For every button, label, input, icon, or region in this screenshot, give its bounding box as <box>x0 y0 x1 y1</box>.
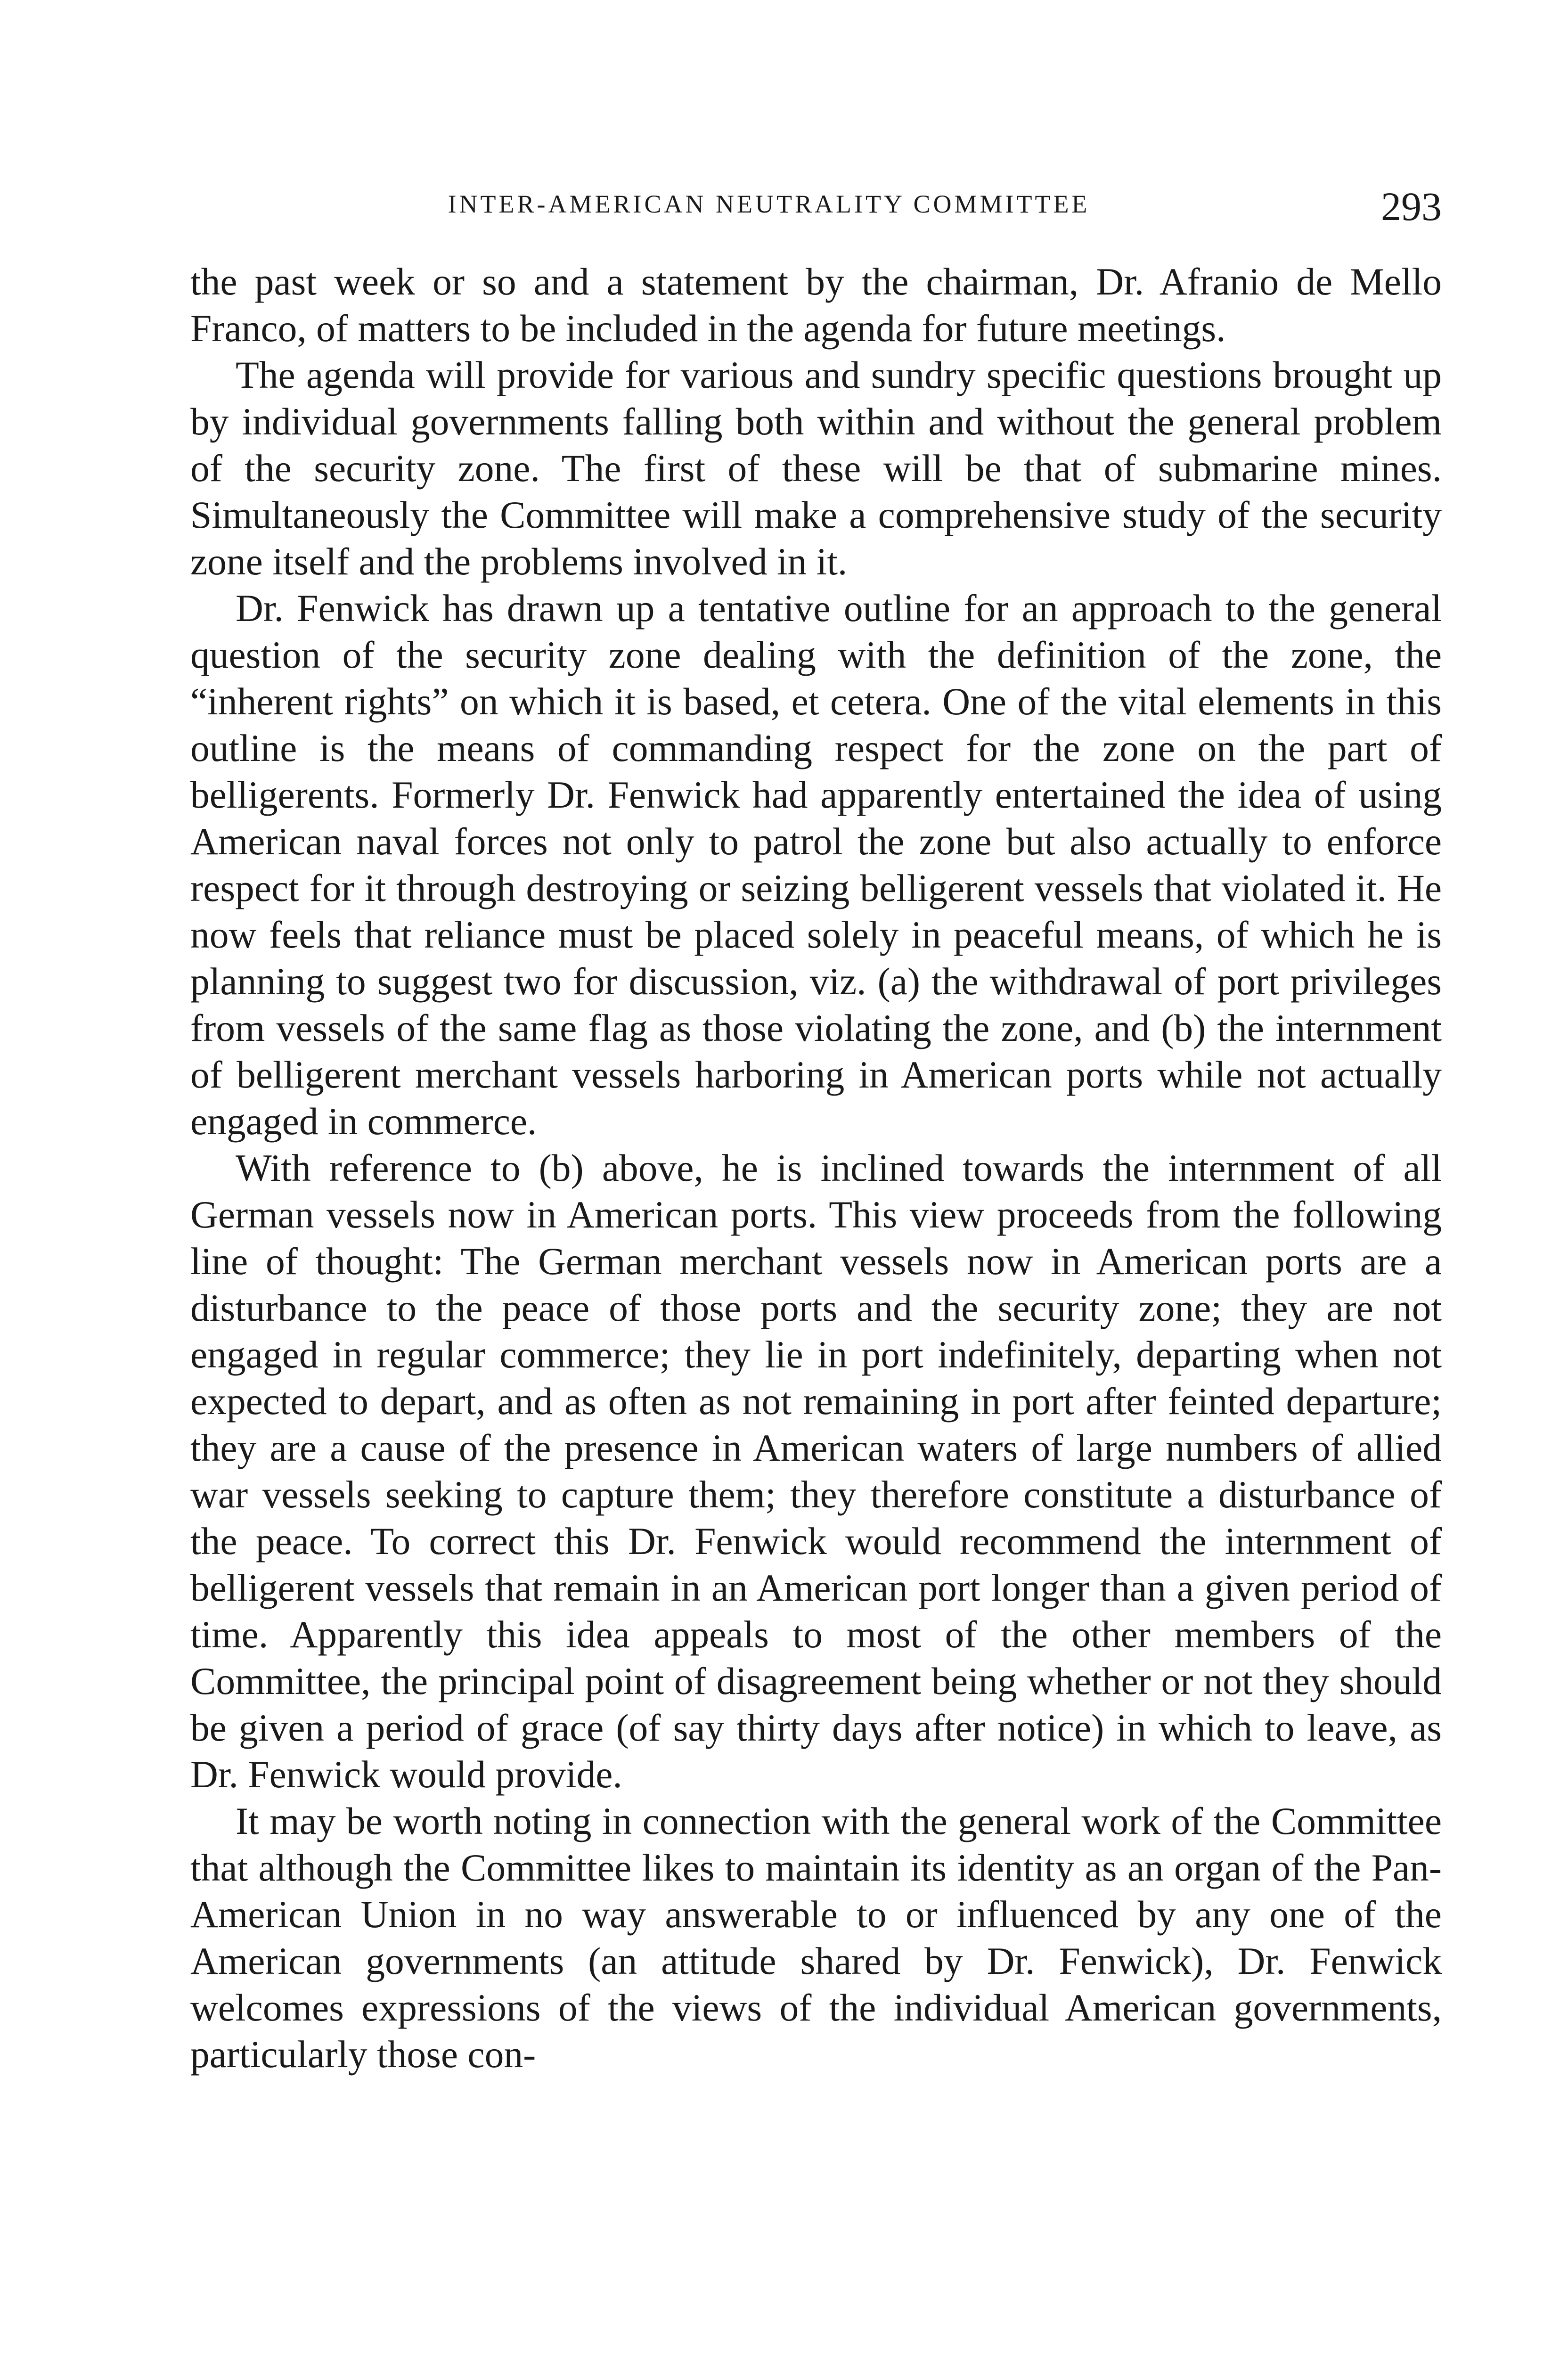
paragraph-agenda: The agenda will provide for various and sundry specific questions brought up by individual governments falling both within and without the general problem of the security zone. The first of these will be that of submarine mines. Simultaneously the Committee will make a comprehensive study of the security zone itself and the problems involved in it. <box>190 353 1442 583</box>
page-number: 293 <box>1381 184 1442 229</box>
paragraph-committee-identity: It may be worth noting in connection with the general work of the Committee that although the Committee likes to maintain its identity as an organ of the Pan-American Union in no way answerable to or influenced by any one of the American governments (an attitude shared by Dr. Fenwick), Dr. Fenwick welcomes expressions of the views of the individual American governments, particularly those con- <box>190 1800 1442 2076</box>
body-text <box>190 258 1442 2078</box>
paragraph-internment: With reference to (b) above, he is inclined towards the internment of all German vessels now in American ports. This view proceeds from the following line of thought: The German merchant vessels now in American ports are a disturbance to the peace of those ports and the security zone; they are not engaged in regular commerce; they lie in port indefinitely, departing when not expected to depart, and as often as not remaining in port after feinted departure; they are a cause of the presence in American waters of large numbers of allied war vessels seeking to capture them; they therefore constitute a disturbance of the peace. To correct this Dr. Fenwick would recommend the internment of belligerent vessels that remain in an American port longer than a given period of time. Apparently this idea appeals to most of the other members of the Committee, the principal point of disagreement being whether or not they should be given a period of grace (of say thirty days after notice) in which to leave, as Dr. Fenwick would provide. <box>190 1146 1442 1796</box>
paragraph-continuation: the past week or so and a statement by the chairman, Dr. Afranio de Mello Franco, of matters to be included in the agenda for future meetings. <box>190 260 1442 350</box>
paragraph-fenwick-outline: Dr. Fenwick has drawn up a tentative outline for an approach to the general question of the security zone dealing with the definition of the zone, the “inherent rights” on which it is based, et cetera. One of the vital elements in this outline is the means of commanding respect for the zone on the part of belligerents. Formerly Dr. Fenwick had apparently entertained the idea of using American naval forces not only to patrol the zone but also actually to enforce respect for it through destroying or seizing belligerent vessels that violated it. He now feels that reliance must be placed solely in peaceful means, of which he is planning to suggest two for discussion, viz. (a) the withdrawal of port privileges from vessels of the same flag as those violating the zone, and (b) the internment of belligerent merchant vessels harboring in American ports while not actually engaged in commerce. <box>190 587 1442 1143</box>
running-title: INTER-AMERICAN NEUTRALITY COMMITTEE <box>448 190 1090 218</box>
running-head <box>190 185 1442 232</box>
